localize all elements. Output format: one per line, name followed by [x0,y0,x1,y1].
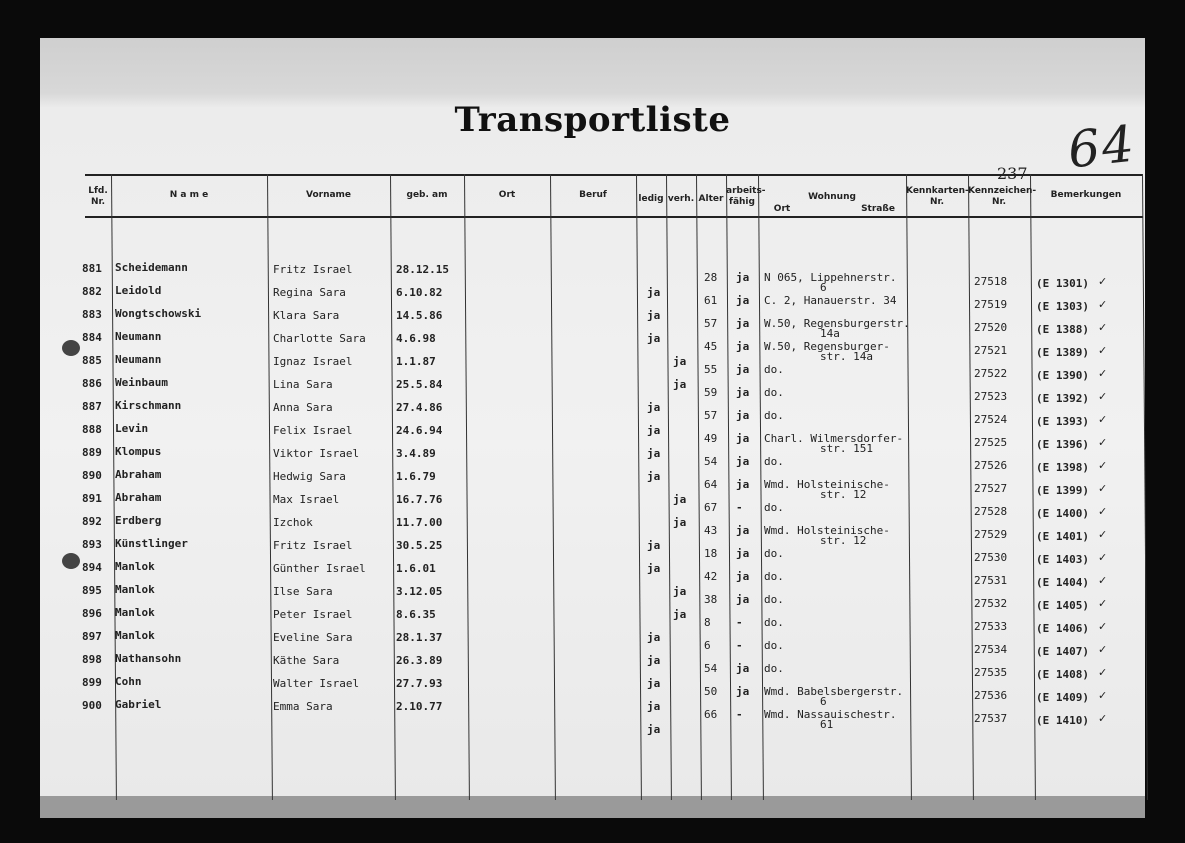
age: 66 [704,708,718,721]
surname: Abraham [115,468,162,481]
address-line: Wmd. Holsteinische- [764,478,890,491]
fit-for-work: ja [736,662,750,675]
remark: (E 1399) [1036,484,1089,497]
column-header-ort: Ort [498,190,516,200]
identifier-number: 27531 [974,574,1008,587]
first-name: Käthe Sara [273,654,340,667]
identifier-number: 27535 [974,666,1008,679]
fit-for-work: ja [736,294,750,307]
remark: (E 1404) [1036,576,1089,589]
age: 8 [704,616,711,629]
single-mark: ja [647,401,661,414]
row-number: 896 [82,607,102,620]
remark: (E 1396) [1036,438,1089,451]
identifier-number: 27526 [974,459,1008,472]
surname: Klompus [115,445,162,458]
check-mark-icon: ✓ [1098,344,1108,357]
birth-date: 14.5.86 [396,309,443,322]
single-mark: ja [647,539,661,552]
birth-date: 3.12.05 [396,585,443,598]
identifier-number: 27522 [974,367,1008,380]
address-line: Wmd. Babelsbergerstr. [764,685,904,698]
first-name: Ignaz Israel [273,355,353,368]
column-header-kennzeichen: Kennzeichen- Nr. [968,186,1037,207]
fit-for-work: - [736,501,743,514]
birth-date: 4.6.98 [396,332,436,345]
single-mark: ja [647,700,661,713]
check-mark-icon: ✓ [1098,666,1108,679]
first-name: Lina Sara [273,378,333,391]
column-header-nr: Lfd. Nr. [88,186,108,207]
remark: (E 1392) [1036,392,1089,405]
address-line-2: 14a [820,327,840,340]
fit-for-work: ja [736,570,750,583]
row-number: 889 [82,446,102,459]
check-mark-icon: ✓ [1098,620,1108,633]
address-line: do. [764,593,784,606]
birth-date: 28.1.37 [396,631,443,644]
surname: Neumann [115,353,162,366]
check-mark-icon: ✓ [1098,298,1108,311]
surname: Manlok [115,560,155,573]
row-number: 898 [82,653,102,666]
birth-date: 1.1.87 [396,355,436,368]
fit-for-work: ja [736,363,750,376]
age: 50 [704,685,718,698]
birth-date: 28.12.15 [396,263,449,276]
remark: (E 1407) [1036,645,1089,658]
fit-for-work: ja [736,386,750,399]
identifier-number: 27528 [974,505,1008,518]
surname: Cohn [115,675,142,688]
address-line: Charl. Wilmersdorfer- [764,432,904,445]
fit-for-work: ja [736,409,750,422]
remark: (E 1403) [1036,553,1089,566]
address-line: do. [764,616,784,629]
table-rule [85,174,1143,176]
row-number: 897 [82,630,102,643]
single-mark: ja [647,286,661,299]
surname: Kirschmann [115,399,182,412]
column-header-ledig: ledig [638,194,664,204]
address-line: do. [764,639,784,652]
birth-date: 24.6.94 [396,424,443,437]
identifier-number: 27525 [974,436,1008,449]
birth-date: 27.4.86 [396,401,443,414]
fit-for-work: ja [736,547,750,560]
age: 55 [704,363,718,376]
check-mark-icon: ✓ [1098,597,1108,610]
remark: (E 1408) [1036,668,1089,681]
address-line: Wmd. Nassauischestr. [764,708,897,721]
row-number: 893 [82,538,102,551]
fit-for-work: - [736,639,743,652]
first-name: Izchok [273,516,313,529]
column-header-name: N a m e [169,190,209,200]
ink-spot [62,340,80,356]
address-line: N 065, Lippehnerstr. [764,271,897,284]
surname: Manlok [115,583,155,596]
address-line: C. 2, Hanauerstr. 34 [764,294,897,307]
single-mark: ja [647,677,661,690]
column-header-beruf: Beruf [579,190,607,200]
fit-for-work: ja [736,685,750,698]
married-mark: ja [673,608,687,621]
column-header-wohnung: Wohnung [808,192,856,202]
column-header-wohnung-strasse: Straße [861,204,895,214]
row-number: 890 [82,469,102,482]
age: 45 [704,340,718,353]
column-header-vorname: Vorname [305,190,352,200]
age: 57 [704,317,718,330]
single-mark: ja [647,562,661,575]
age: 6 [704,639,711,652]
check-mark-icon: ✓ [1098,712,1108,725]
fit-for-work: ja [736,593,750,606]
single-mark: ja [647,447,661,460]
check-mark-icon: ✓ [1098,390,1108,403]
single-mark: ja [647,631,661,644]
fit-for-work: ja [736,524,750,537]
birth-date: 3.4.89 [396,447,436,460]
identifier-number: 27534 [974,643,1008,656]
table-rule [85,216,1143,218]
surname: Wongtschowski [115,307,202,320]
address-line-2: str. 12 [820,488,867,501]
age: 49 [704,432,718,445]
remark: (E 1398) [1036,461,1089,474]
fit-for-work: ja [736,478,750,491]
birth-date: 8.6.35 [396,608,436,621]
column-header-wohnung-ort: Ort [773,204,791,214]
surname: Manlok [115,606,155,619]
first-name: Viktor Israel [273,447,360,460]
birth-date: 26.3.89 [396,654,443,667]
row-number: 892 [82,515,102,528]
check-mark-icon: ✓ [1098,643,1108,656]
remark: (E 1389) [1036,346,1089,359]
address-line: do. [764,662,784,675]
first-name: Fritz Israel [273,263,353,276]
row-number: 899 [82,676,102,689]
address-line-2: str. 151 [820,442,873,455]
address-line: W.50, Regensburgerstr. [764,317,910,330]
first-name: Klara Sara [273,309,340,322]
birth-date: 6.10.82 [396,286,443,299]
married-mark: ja [673,355,687,368]
age: 54 [704,662,718,675]
identifier-number: 27520 [974,321,1008,334]
first-name: Walter Israel [273,677,360,690]
married-mark: ja [673,493,687,506]
identifier-number: 27536 [974,689,1008,702]
age: 43 [704,524,718,537]
age: 61 [704,294,718,307]
sheet-bottom-edge [40,796,1145,818]
identifier-number: 27521 [974,344,1008,357]
identifier-number: 27529 [974,528,1008,541]
remark: (E 1410) [1036,714,1089,727]
fit-for-work: - [736,708,743,721]
column-header-kennkarten: Kennkarten- Nr. [906,186,969,207]
row-number: 891 [82,492,102,505]
surname: Gabriel [115,698,162,711]
check-mark-icon: ✓ [1098,528,1108,541]
surname: Abraham [115,491,162,504]
row-number: 888 [82,423,102,436]
age: 54 [704,455,718,468]
fit-for-work: ja [736,340,750,353]
remark: (E 1409) [1036,691,1089,704]
identifier-number: 27519 [974,298,1008,311]
address-line: do. [764,386,784,399]
birth-date: 16.7.76 [396,493,443,506]
remark: (E 1405) [1036,599,1089,612]
address-line: do. [764,547,784,560]
fit-for-work: ja [736,271,750,284]
surname: Weinbaum [115,376,168,389]
age: 59 [704,386,718,399]
check-mark-icon: ✓ [1098,413,1108,426]
age: 38 [704,593,718,606]
first-name: Peter Israel [273,608,353,621]
fit-for-work: ja [736,432,750,445]
remark: (E 1393) [1036,415,1089,428]
surname: Manlok [115,629,155,642]
identifier-number: 27524 [974,413,1008,426]
first-name: Max Israel [273,493,340,506]
remark: (E 1406) [1036,622,1089,635]
single-mark: ja [647,470,661,483]
check-mark-icon: ✓ [1098,574,1108,587]
row-number: 886 [82,377,102,390]
married-mark: ja [673,516,687,529]
row-number: 887 [82,400,102,413]
birth-date: 27.7.93 [396,677,443,690]
identifier-number: 27518 [974,275,1008,288]
row-number: 882 [82,285,102,298]
check-mark-icon: ✓ [1098,505,1108,518]
first-name: Regina Sara [273,286,346,299]
birth-date: 11.7.00 [396,516,443,529]
column-header-arbeitsfaehig: arbeits- fähig [726,186,766,207]
surname: Neumann [115,330,162,343]
birth-date: 1.6.01 [396,562,436,575]
address-line: do. [764,409,784,422]
address-line-2: 6 [820,281,827,294]
row-number: 900 [82,699,102,712]
married-mark: ja [673,378,687,391]
surname: Levin [115,422,149,435]
check-mark-icon: ✓ [1098,321,1108,334]
row-number: 895 [82,584,102,597]
age: 57 [704,409,718,422]
age: 64 [704,478,718,491]
first-name: Günther Israel [273,562,366,575]
first-name: Eveline Sara [273,631,353,644]
handwritten-number: 64 [1065,114,1139,180]
surname: Leidold [115,284,162,297]
identifier-number: 27537 [974,712,1008,725]
single-mark: ja [647,424,661,437]
single-mark: ja [647,332,661,345]
surname: Scheidemann [115,261,188,274]
first-name: Charlotte Sara [273,332,366,345]
row-number: 883 [82,308,102,321]
first-name: Hedwig Sara [273,470,346,483]
identifier-number: 27532 [974,597,1008,610]
first-name: Felix Israel [273,424,353,437]
row-number: 884 [82,331,102,344]
page-number: 237 [997,164,1028,183]
remark: (E 1401) [1036,530,1089,543]
address-line: W.50, Regensburger- [764,340,890,353]
check-mark-icon: ✓ [1098,689,1108,702]
address-line-2: 6 [820,695,827,708]
identifier-number: 27527 [974,482,1008,495]
column-header-alter: Alter [698,194,724,204]
remark: (E 1388) [1036,323,1089,336]
check-mark-icon: ✓ [1098,275,1108,288]
first-name: Fritz Israel [273,539,353,552]
identifier-number: 27533 [974,620,1008,633]
single-mark: ja [647,654,661,667]
check-mark-icon: ✓ [1098,459,1108,472]
address-line: do. [764,570,784,583]
age: 28 [704,271,718,284]
document-title: Transportliste [454,100,731,140]
row-number: 881 [82,262,102,275]
check-mark-icon: ✓ [1098,367,1108,380]
identifier-number: 27530 [974,551,1008,564]
single-mark: ja [647,309,661,322]
row-number: 894 [82,561,102,574]
address-line-2: str. 12 [820,534,867,547]
row-number: 885 [82,354,102,367]
surname: Erdberg [115,514,162,527]
ink-spot [62,553,80,569]
fit-for-work: - [736,616,743,629]
age: 42 [704,570,718,583]
married-mark: ja [673,585,687,598]
column-header-bemerkungen: Bemerkungen [1050,190,1122,200]
birth-date: 2.10.77 [396,700,443,713]
birth-date: 30.5.25 [396,539,443,552]
address-line-2: str. 14a [820,350,873,363]
birth-date: 25.5.84 [396,378,443,391]
age: 18 [704,547,718,560]
fit-for-work: ja [736,455,750,468]
address-line: Wmd. Holsteinische- [764,524,890,537]
address-line: do. [764,455,784,468]
check-mark-icon: ✓ [1098,482,1108,495]
remark: (E 1301) [1036,277,1089,290]
address-line: do. [764,501,784,514]
check-mark-icon: ✓ [1098,436,1108,449]
address-line-2: 61 [820,718,834,731]
fit-for-work: ja [736,317,750,330]
column-header-verh: verh. [667,194,695,204]
remark: (E 1390) [1036,369,1089,382]
first-name: Anna Sara [273,401,333,414]
column-header-geb: geb. am [406,190,448,200]
remark: (E 1400) [1036,507,1089,520]
first-name: Ilse Sara [273,585,333,598]
first-name: Emma Sara [273,700,333,713]
address-line: do. [764,363,784,376]
single-mark: ja [647,723,661,736]
birth-date: 1.6.79 [396,470,436,483]
identifier-number: 27523 [974,390,1008,403]
surname: Nathansohn [115,652,182,665]
remark: (E 1303) [1036,300,1089,313]
age: 67 [704,501,718,514]
surname: Künstlinger [115,537,188,550]
check-mark-icon: ✓ [1098,551,1108,564]
